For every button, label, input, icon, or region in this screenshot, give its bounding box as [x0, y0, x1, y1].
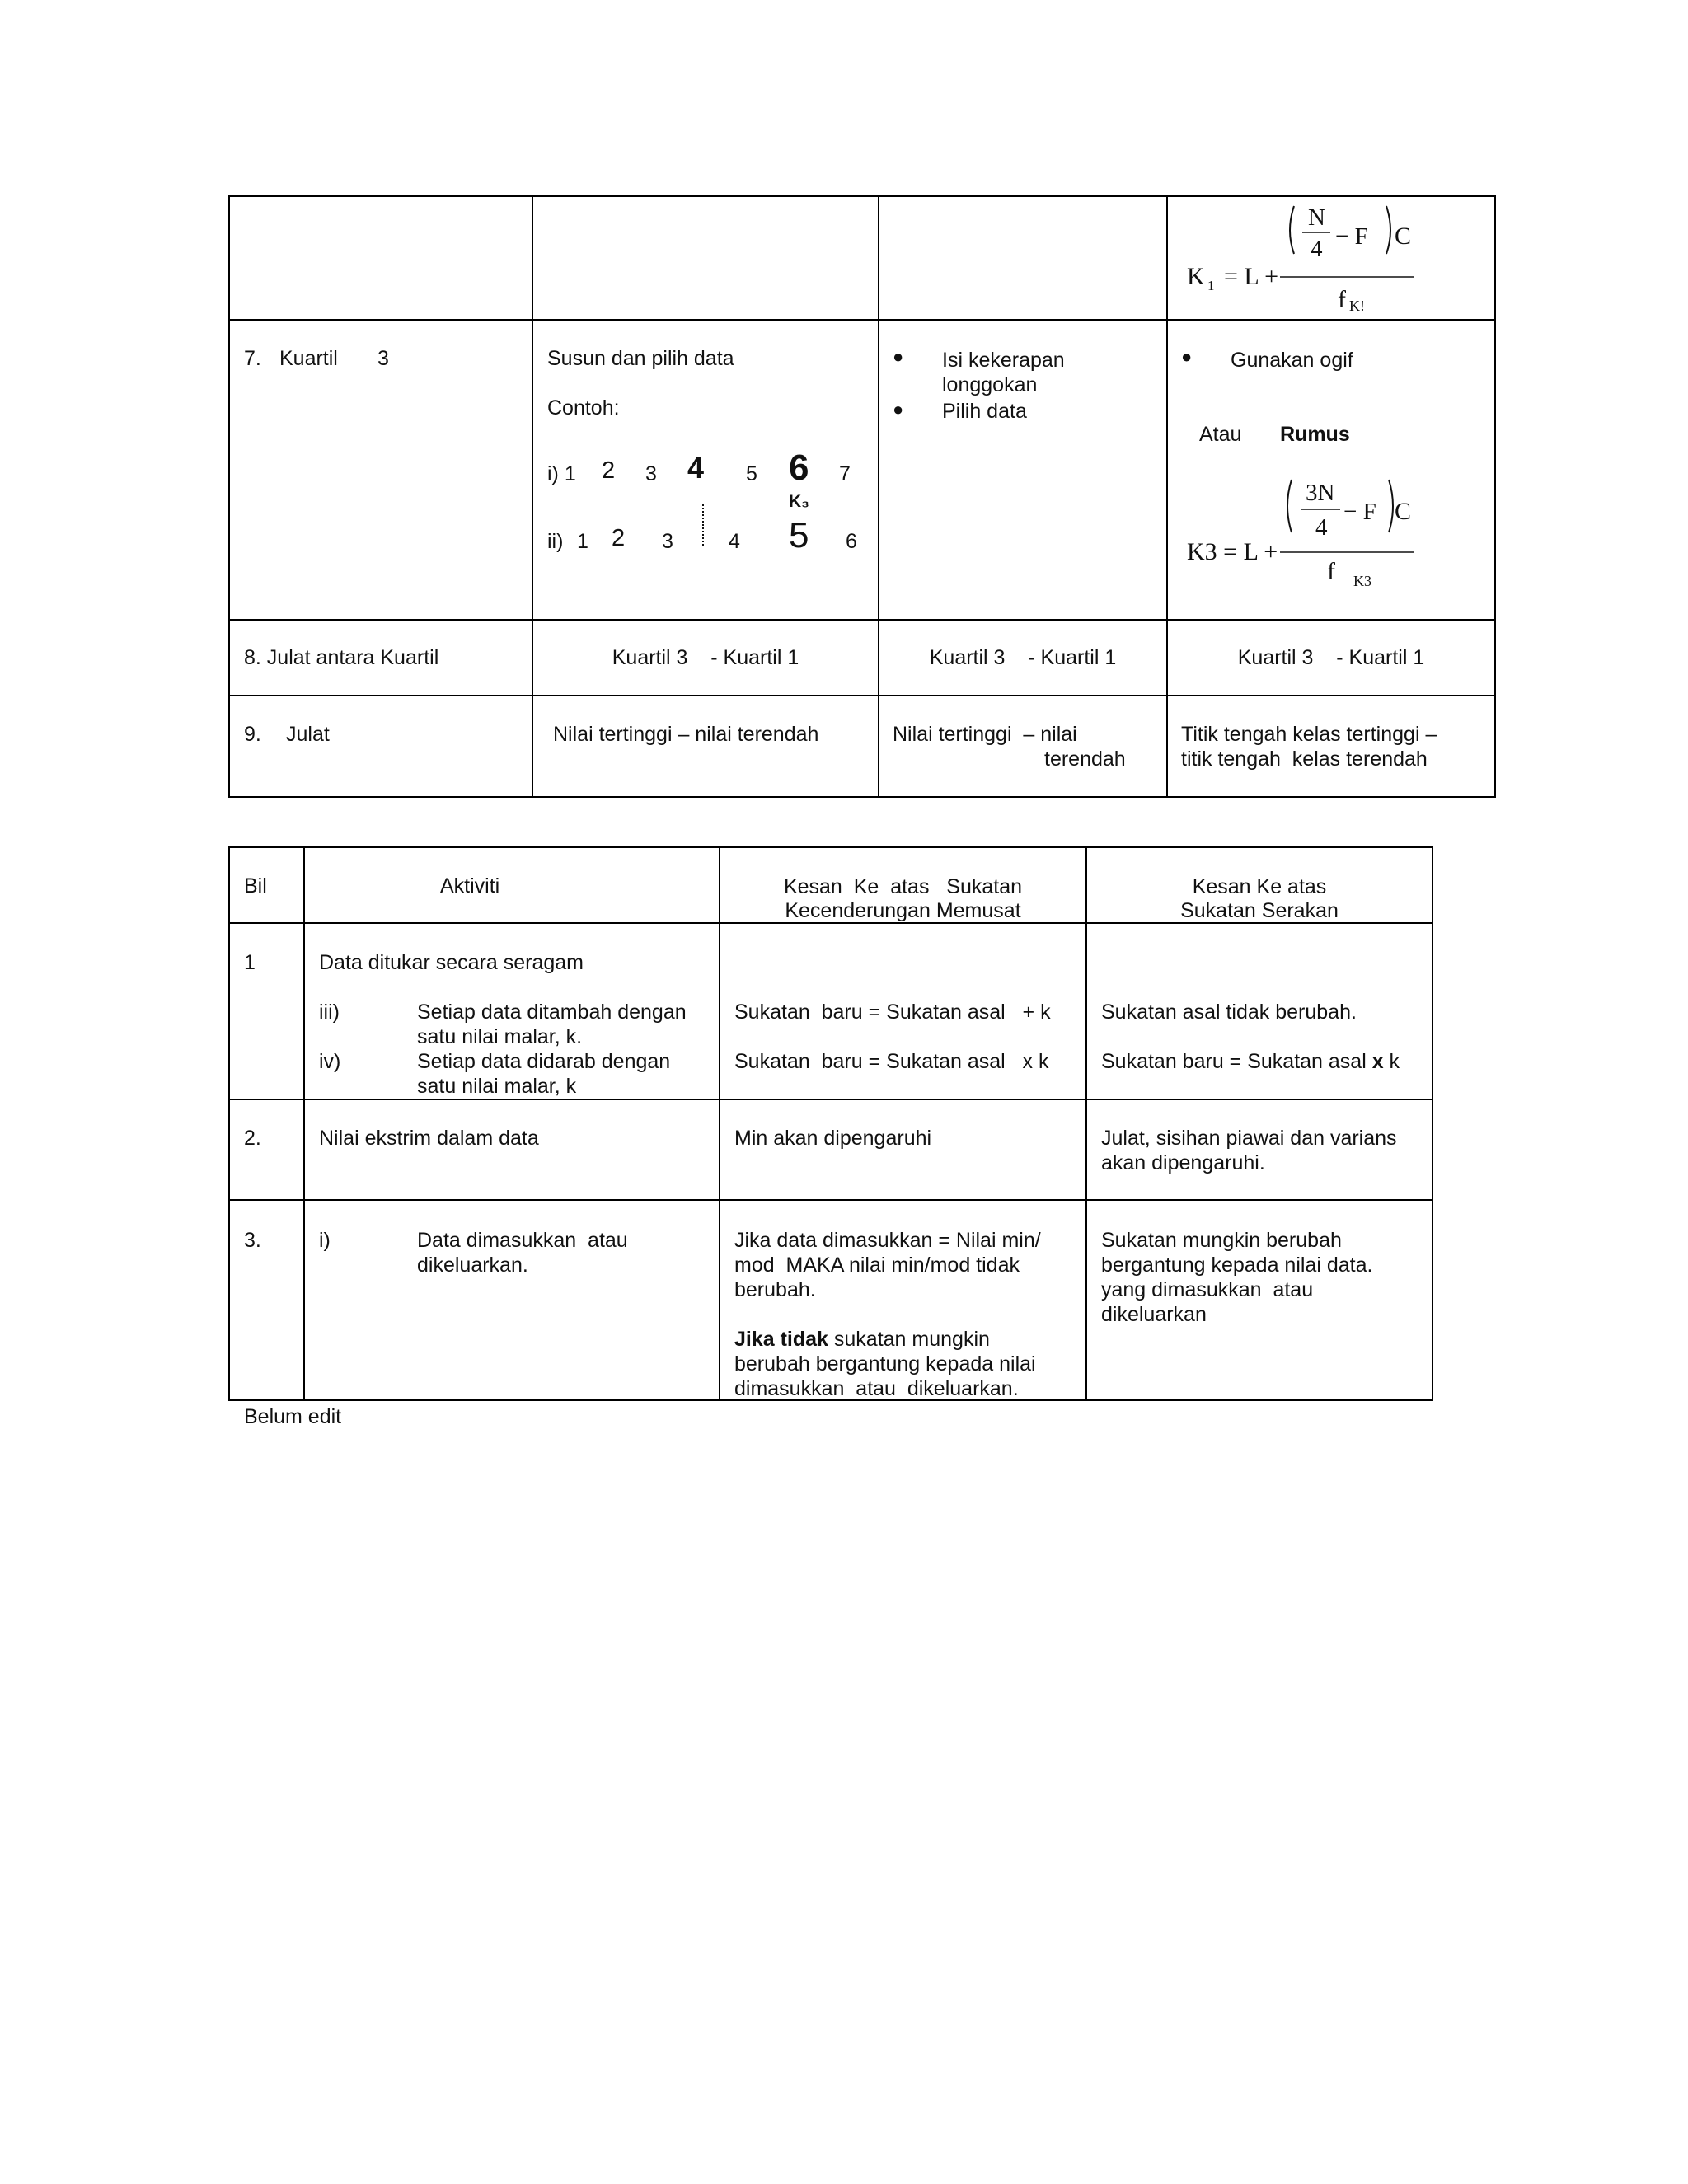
row3-kesan2-line1: Sukatan mungkin berubah — [1101, 1229, 1342, 1252]
row7-atau: Atau — [1199, 423, 1242, 446]
k3-minus-f: − F — [1343, 499, 1376, 525]
table-border — [228, 1199, 1433, 1201]
row1-kesan2-a: Sukatan asal tidak berubah. — [1101, 1001, 1357, 1024]
row1-kesan2-b-pre: Sukatan baru = Sukatan asal — [1101, 1050, 1372, 1073]
header-kesan-memusat-line1: Kesan Ke atas Sukatan — [783, 875, 1023, 898]
k3-denominator: f — [1327, 558, 1335, 585]
seq1-n2: 2 — [602, 457, 616, 484]
row9-col3-line2: terendah — [1044, 748, 1126, 771]
row8-col4: Kuartil 3 - Kuartil 1 — [1237, 646, 1425, 669]
row3-kesan2-line4: dikeluarkan — [1101, 1303, 1207, 1326]
row9-col4-line1: Titik tengah kelas tertinggi – — [1181, 723, 1437, 746]
seq1-n3: 3 — [645, 462, 657, 485]
row1-kesan1-a: Sukatan baru = Sukatan asal + k — [734, 1001, 1051, 1024]
table-border — [228, 319, 1496, 321]
bullet-icon: ● — [1181, 346, 1193, 367]
row9-label: Julat — [286, 723, 330, 746]
row1-kesan2-b-post: k — [1383, 1050, 1400, 1073]
row1-kesan2-b — [1101, 1049, 1400, 1074]
table-border — [1085, 846, 1087, 1401]
table-border — [228, 796, 1496, 798]
row3-aktiviti-line1: Data dimasukkan atau — [417, 1229, 628, 1252]
row8-col3: Kuartil 3 - Kuartil 1 — [929, 646, 1117, 669]
table-border — [228, 846, 230, 1401]
row7-label: Kuartil — [279, 347, 338, 370]
row3-kesan1-line1: Jika data dimasukkan = Nilai min/ — [734, 1229, 1041, 1252]
row2-aktiviti: Nilai ekstrim dalam data — [319, 1127, 539, 1150]
table-border — [228, 619, 1496, 621]
row3-kesan1-line5: berubah bergantung kepada nilai — [734, 1352, 1036, 1376]
k1-numerator-4: 4 — [1311, 236, 1323, 262]
row1-iv-line2: satu nilai malar, k — [417, 1075, 577, 1098]
seq2-n4: 4 — [729, 530, 740, 553]
row7-contoh: Contoh: — [547, 396, 620, 419]
row9-number: 9. — [244, 723, 261, 746]
header-aktiviti: Aktiviti — [440, 874, 500, 898]
table-border — [228, 846, 1433, 848]
seq1-prefix: i) 1 — [547, 462, 576, 485]
k3-numerator-4: 4 — [1315, 514, 1328, 541]
row2-kesan1: Min akan dipengaruhi — [734, 1127, 932, 1150]
row9-col4-line2: titik tengah kelas terendah — [1181, 748, 1428, 771]
row3-bil: 3. — [244, 1229, 261, 1252]
row3-kesan1-line6: dimasukkan atau dikeluarkan. — [734, 1377, 1019, 1400]
row1-kesan1-b: Sukatan baru = Sukatan asal x k — [734, 1050, 1049, 1073]
table-border — [719, 846, 720, 1401]
median-divider — [702, 504, 704, 546]
seq1-n7: 7 — [839, 462, 851, 485]
row3-kesan1-jika-tidak: Jika tidak — [734, 1328, 828, 1351]
k1-minus-f: − F — [1335, 223, 1368, 250]
row2-kesan2-line1: Julat, sisihan piawai dan varians — [1101, 1127, 1397, 1150]
row3-kesan1-line2: mod MAKA nilai min/mod tidak — [734, 1254, 1020, 1277]
formula-k3 — [1170, 470, 1442, 593]
table-border — [1166, 195, 1168, 798]
row7-number: 7. — [244, 347, 261, 370]
k1-denominator: f — [1338, 286, 1346, 313]
table-border — [228, 195, 230, 798]
row7-pilih-data: Pilih data — [942, 400, 1027, 423]
row9-col3-line1: Nilai tertinggi – nilai — [893, 723, 1077, 746]
row3-item-label: i) — [319, 1229, 331, 1252]
k3-den-sub: K3 — [1353, 573, 1372, 589]
seq2-n3: 3 — [662, 530, 673, 553]
row1-title: Data ditukar secara seragam — [319, 951, 584, 974]
k1-c: C — [1395, 223, 1412, 250]
k1-numerator-n: N — [1308, 204, 1325, 231]
seq2-prefix: ii) — [547, 530, 564, 553]
row7-longgokan: longgokan — [942, 373, 1038, 396]
table-border — [1432, 846, 1433, 1401]
table-border — [228, 1099, 1433, 1100]
table-border — [228, 195, 1496, 197]
row3-kesan1-line4-rest: sukatan mungkin — [828, 1328, 990, 1351]
header-kesan-memusat-line2: Kecenderungan Memusat — [785, 899, 1021, 922]
table-border — [1494, 195, 1496, 798]
seq1-k3-marker: K₃ — [789, 492, 809, 511]
k1-lhs: K — [1187, 263, 1205, 290]
row1-kesan2-b-x: x — [1372, 1050, 1384, 1073]
bullet-icon: ● — [893, 346, 904, 367]
row3-kesan2-line3: yang dimasukkan atau — [1101, 1278, 1314, 1301]
table-border — [228, 695, 1496, 696]
seq1-n5: 5 — [746, 462, 757, 485]
row8-col2: Kuartil 3 - Kuartil 1 — [612, 646, 799, 669]
footer-note: Belum edit — [244, 1405, 342, 1428]
seq2-n5: 5 — [789, 515, 809, 555]
seq1-n4: 4 — [687, 451, 705, 485]
k3-c: C — [1395, 498, 1412, 525]
k3-numerator-3n: 3N — [1306, 480, 1335, 506]
row1-iii-label: iii) — [319, 1001, 340, 1024]
formula-k1 — [1170, 198, 1434, 317]
row7-value: 3 — [377, 347, 389, 370]
header-kesan-serakan-line2: Sukatan Serakan — [1180, 899, 1339, 922]
header-bil: Bil — [244, 874, 267, 898]
row7-gunakan-ogif: Gunakan ogif — [1231, 349, 1353, 372]
seq2-n1: 1 — [577, 530, 588, 553]
bullet-icon: ● — [893, 399, 904, 419]
table-border — [532, 195, 533, 798]
row1-iii-line1: Setiap data ditambah dengan — [417, 1001, 687, 1024]
k1-equals: = L + — [1224, 263, 1279, 290]
row8-label: 8. Julat antara Kuartil — [244, 646, 439, 669]
k1-lhs-sub: 1 — [1207, 278, 1215, 293]
seq2-n2: 2 — [612, 525, 626, 551]
table-border — [878, 195, 879, 798]
k3-lhs: K3 = L + — [1187, 538, 1278, 565]
row2-bil: 2. — [244, 1127, 261, 1150]
row3-kesan1-line3: berubah. — [734, 1278, 816, 1301]
row7-isi-kekerapan: Isi kekerapan — [942, 349, 1065, 372]
seq2-n6: 6 — [846, 530, 857, 553]
row9-col2: Nilai tertinggi – nilai terendah — [553, 723, 819, 746]
row1-bil: 1 — [244, 951, 256, 974]
row7-step: Susun dan pilih data — [547, 347, 734, 370]
row7-rumus: Rumus — [1280, 423, 1350, 446]
row1-iv-line1: Setiap data didarab dengan — [417, 1050, 671, 1073]
row1-iii-line2: satu nilai malar, k. — [417, 1025, 583, 1048]
header-kesan-serakan-line1: Kesan Ke atas — [1192, 875, 1327, 898]
row3-kesan1-line4 — [734, 1327, 990, 1352]
row2-kesan2-line2: akan dipengaruhi. — [1101, 1151, 1265, 1174]
row1-iv-label: iv) — [319, 1050, 341, 1073]
k1-den-sub: K! — [1349, 298, 1365, 314]
seq1-n6: 6 — [789, 448, 809, 488]
table-border — [303, 846, 305, 1401]
row3-kesan2-line2: bergantung kepada nilai data. — [1101, 1254, 1373, 1277]
row3-aktiviti-line2: dikeluarkan. — [417, 1254, 528, 1277]
